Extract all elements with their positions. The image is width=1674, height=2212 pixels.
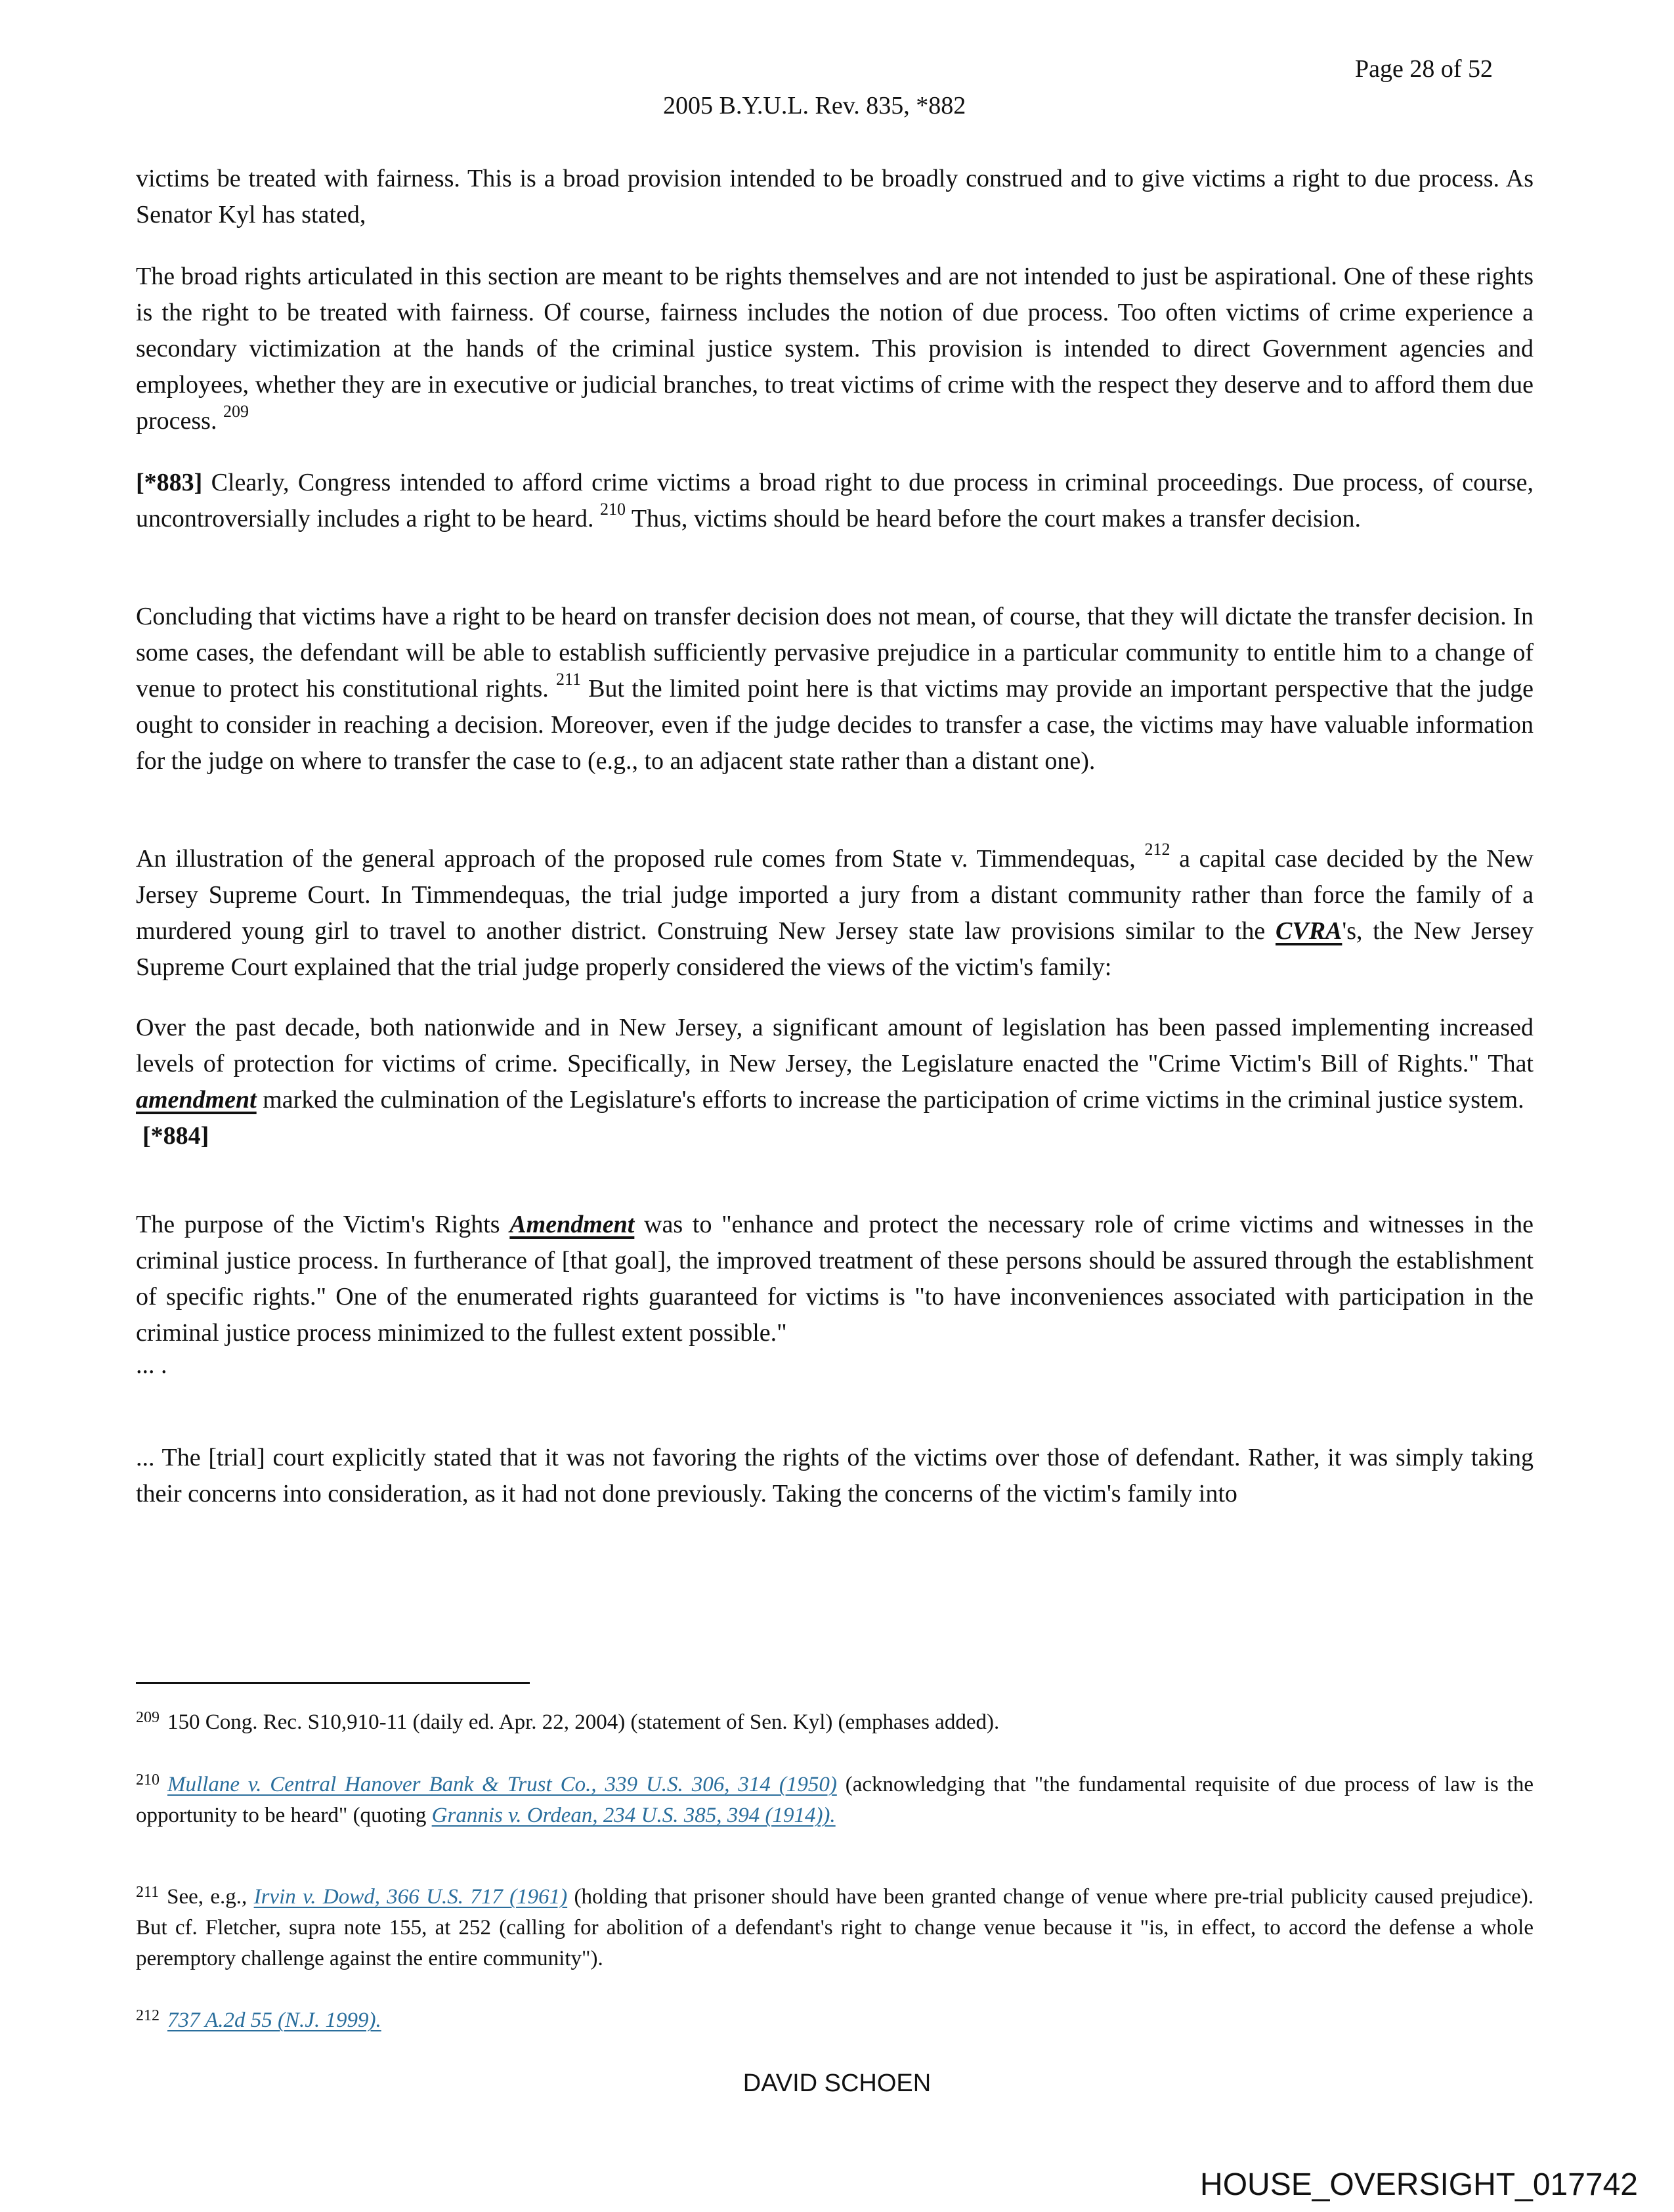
- footnote-210: $^{210}$ Mullane v. Central Hanover Bank & Trust Co., 339 U.S. 306, 314 (1950) (acknowledging that "the fundamental requisite of due process of law is the opportunity to be heard" (quoting Grannis v. Ordean, 234 U.S. 385, 394 (1914)).: [136, 1771, 1534, 1827]
- citation-link-irvin[interactable]: Irvin v. Dowd, 366 U.S. 717 (1961): [253, 1885, 568, 1909]
- footnote-211: $^{211}$ See, e.g., Irvin v. Dowd, 366 U.S. 717 (1961) (holding that prisoner should have been granted change of venue where pre-trial publicity caused prejudice). But cf. Fletcher, supra note 155, at 252 (calling for abolition of a defendant's right to change venue because it "is, in effect, to accord the defense a whole peremptory challenge against the entire community").: [136, 1884, 1534, 1970]
- citation-link-mullane[interactable]: Mullane v. Central Hanover Bank & Trust Co., 339 U.S. 306, 314 (1950): [167, 1773, 837, 1796]
- footnote-divider: [136, 1682, 530, 1684]
- star-page-884: [*884]: [142, 1122, 209, 1150]
- paragraph-concluding: Concluding that victims have a right to be heard on transfer decision does not mean, of course, that they will dictate the transfer decision. In some cases, the defendant will be able to establish sufficiently pervasive prejudice in a particular community to entitle him to a change of venue to protect his constitutional rights. $^{211}$ But the limited point here is that victims may provide an important perspective that the judge ought to consider in reaching a decision. Moreover, even if the judge decides to transfer a case, the victims may have valuable information for the judge on where to transfer the case to (e.g., to an adjacent state rather than a distant one).: [136, 603, 1534, 775]
- citation-link-grannis[interactable]: Grannis v. Ordean, 234 U.S. 385, 394 (1914)).: [431, 1804, 836, 1827]
- paragraph-timmendequas: An illustration of the general approach of the proposed rule comes from State v. Timmendequas, $^{212}$ a capital case decided by the New Jersey Supreme Court. In Timmendequas, the trial judge imported a jury from a distant community rather than force the family of a murdered young girl to travel to another district. Construing New Jersey state law provisions similar to the CVRA's, the New Jersey Supreme Court explained that the trial judge properly considered the views of the victim's family:: [136, 840, 1534, 981]
- term-cvra-link[interactable]: CVRA: [1276, 917, 1342, 945]
- term-amendment-link-2[interactable]: Amendment: [509, 1211, 635, 1238]
- running-head: 2005 B.Y.U.L. Rev. 835, *882: [663, 92, 966, 119]
- signature-name: DAVID SCHOEN: [742, 2070, 932, 2097]
- paragraph-883: [*883] Clearly, Congress intended to afford crime victims a broad right to due process in criminal proceedings. Due process, of course, uncontroversially includes a right to be heard. $^{210}$ Thus, victims should be heard before the court makes a transfer decision.: [136, 469, 1534, 532]
- term-amendment-link[interactable]: amendment: [136, 1086, 257, 1114]
- paragraph-1: victims be treated with fairness. This is a broad provision intended to be broadly construed and to give victims a right to due process. As Senator Kyl has stated,: [136, 165, 1534, 228]
- bates-number: HOUSE_OVERSIGHT_017742: [1200, 2167, 1638, 2202]
- footnote-ref-210[interactable]: 210: [600, 500, 626, 519]
- ellipsis-line: ... .: [136, 1351, 167, 1379]
- paragraph-trial-court: ... The [trial] court explicitly stated that it was not favoring the rights of the victims over those of defendant. Rather, it was simply taking their concerns into consideration, as it had not done previously. Taking the concerns of the victim's family into: [136, 1444, 1534, 1507]
- footnote-ref-209[interactable]: 209: [223, 402, 249, 421]
- block-quote-kyl: The broad rights articulated in this section are meant to be rights themselves and are not intended to just be aspirational. One of these rights is the right to be treated with fairness. Of course, fairness includes the notion of due process. Too often victims of crime experience a secondary victimization at the hands of the criminal justice system. This provision is intended to direct Government agencies and employees, whether they are in executive or judicial branches, to treat victims of crime with the respect they deserve and to afford them due process. $^{209}$: [136, 263, 1534, 435]
- citation-link-737-a2d[interactable]: 737 A.2d 55 (N.J. 1999).: [167, 2008, 381, 2032]
- quote-nj-court: Over the past decade, both nationwide and in New Jersey, a significant amount of legislation has been passed implementing increased levels of protection for victims of crime. Specifically, in New Jersey, the Legislature enacted the "Crime Victim's Bill of Rights." That amendment marked the culmination of the Legislature's efforts to increase the participation of crime victims in the criminal justice system. [*884]: [136, 1010, 1534, 1154]
- page-number: Page 28 of 52: [1355, 55, 1493, 83]
- footnote-209: $^{209}$ 150 Cong. Rec. S10,910-11 (daily ed. Apr. 22, 2004) (statement of Sen. Kyl) (emphases added).: [136, 1709, 1000, 1734]
- footnote-ref-211[interactable]: 211: [555, 670, 581, 689]
- quote-victims-rights-amendment: The purpose of the Victim's Rights Amendment was to "enhance and protect the necessary role of crime victims and witnesses in the criminal justice process. In furtherance of [that goal], the improved treatment of these persons should be assured through the establishment of specific rights." One of the enumerated rights guaranteed for victims is "to have inconveniences associated with participation in the criminal justice process minimized to the fullest extent possible.": [136, 1211, 1534, 1347]
- footnote-ref-212[interactable]: 212: [1144, 840, 1170, 859]
- footnote-212: $^{212}$ 737 A.2d 55 (N.J. 1999).: [136, 2007, 381, 2032]
- star-page-883: [*883]: [136, 469, 203, 496]
